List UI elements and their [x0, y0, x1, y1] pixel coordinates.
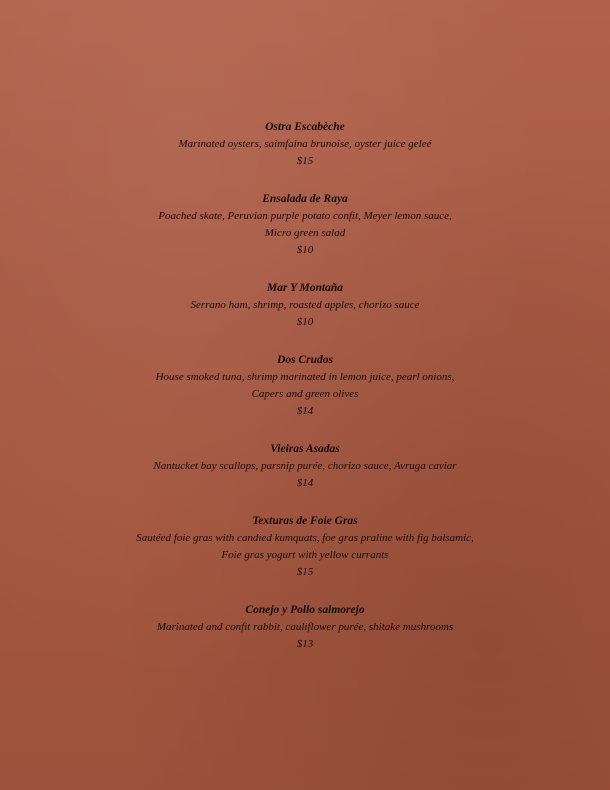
menu-item-description: Foie gras yogurt with yellow currants [221, 549, 389, 561]
menu-item-description: Marinated oysters, saimfaina brunoise, oyster juice geleé [178, 138, 432, 150]
menu-item-description: Serrano ham, shrimp, roasted apples, chorizo sauce [190, 299, 420, 311]
menu-item [0, 118, 610, 170]
menu-item-price: $13 [296, 638, 314, 650]
menu-item-price: $15 [296, 566, 314, 578]
menu-item-description: Nantucket bay scallops, parsnip purée, chorizo sauce, Avruga caviar [153, 460, 457, 472]
menu-item [0, 601, 610, 653]
menu-item [0, 190, 610, 259]
menu-item-price: $14 [296, 477, 314, 489]
menu-item-title: Ensalada de Raya [262, 193, 348, 205]
menu-item [0, 351, 610, 420]
menu-list [0, 118, 610, 673]
menu-item-price: $10 [296, 244, 314, 256]
menu-item-title: Conejo y Pollo salmorejo [245, 604, 365, 616]
menu-item-title: Ostra Escabèche [265, 121, 345, 133]
menu-item [0, 512, 610, 581]
menu-item-price: $15 [296, 155, 314, 167]
menu-item-title: Texturas de Foie Gras [252, 515, 358, 527]
menu-item [0, 440, 610, 492]
menu-item-price: $10 [296, 316, 314, 328]
menu-item-description: Poached skate, Peruvian purple potato confit, Meyer lemon sauce, [158, 210, 452, 222]
menu-item-description: Micro green salad [264, 227, 346, 239]
menu-item-title: Mar Y Montaña [266, 282, 344, 294]
menu-item-title: Dos Crudos [277, 354, 333, 366]
menu-item-title: Vieiras Asadas [270, 443, 340, 455]
menu-item-description: Capers and green olives [251, 388, 359, 400]
menu-item-description: Marinated and confit rabbit, cauliflower purée, shitake mushrooms [156, 621, 454, 633]
menu-item-description: Sautéed foie gras with candied kumquats, foe gras praline with fig balsamic, [136, 532, 474, 544]
menu-item-price: $14 [296, 405, 314, 417]
menu-item [0, 279, 610, 331]
menu-item-description: House smoked tuna, shrimp marinated in lemon juice, pearl onions, [155, 371, 455, 383]
